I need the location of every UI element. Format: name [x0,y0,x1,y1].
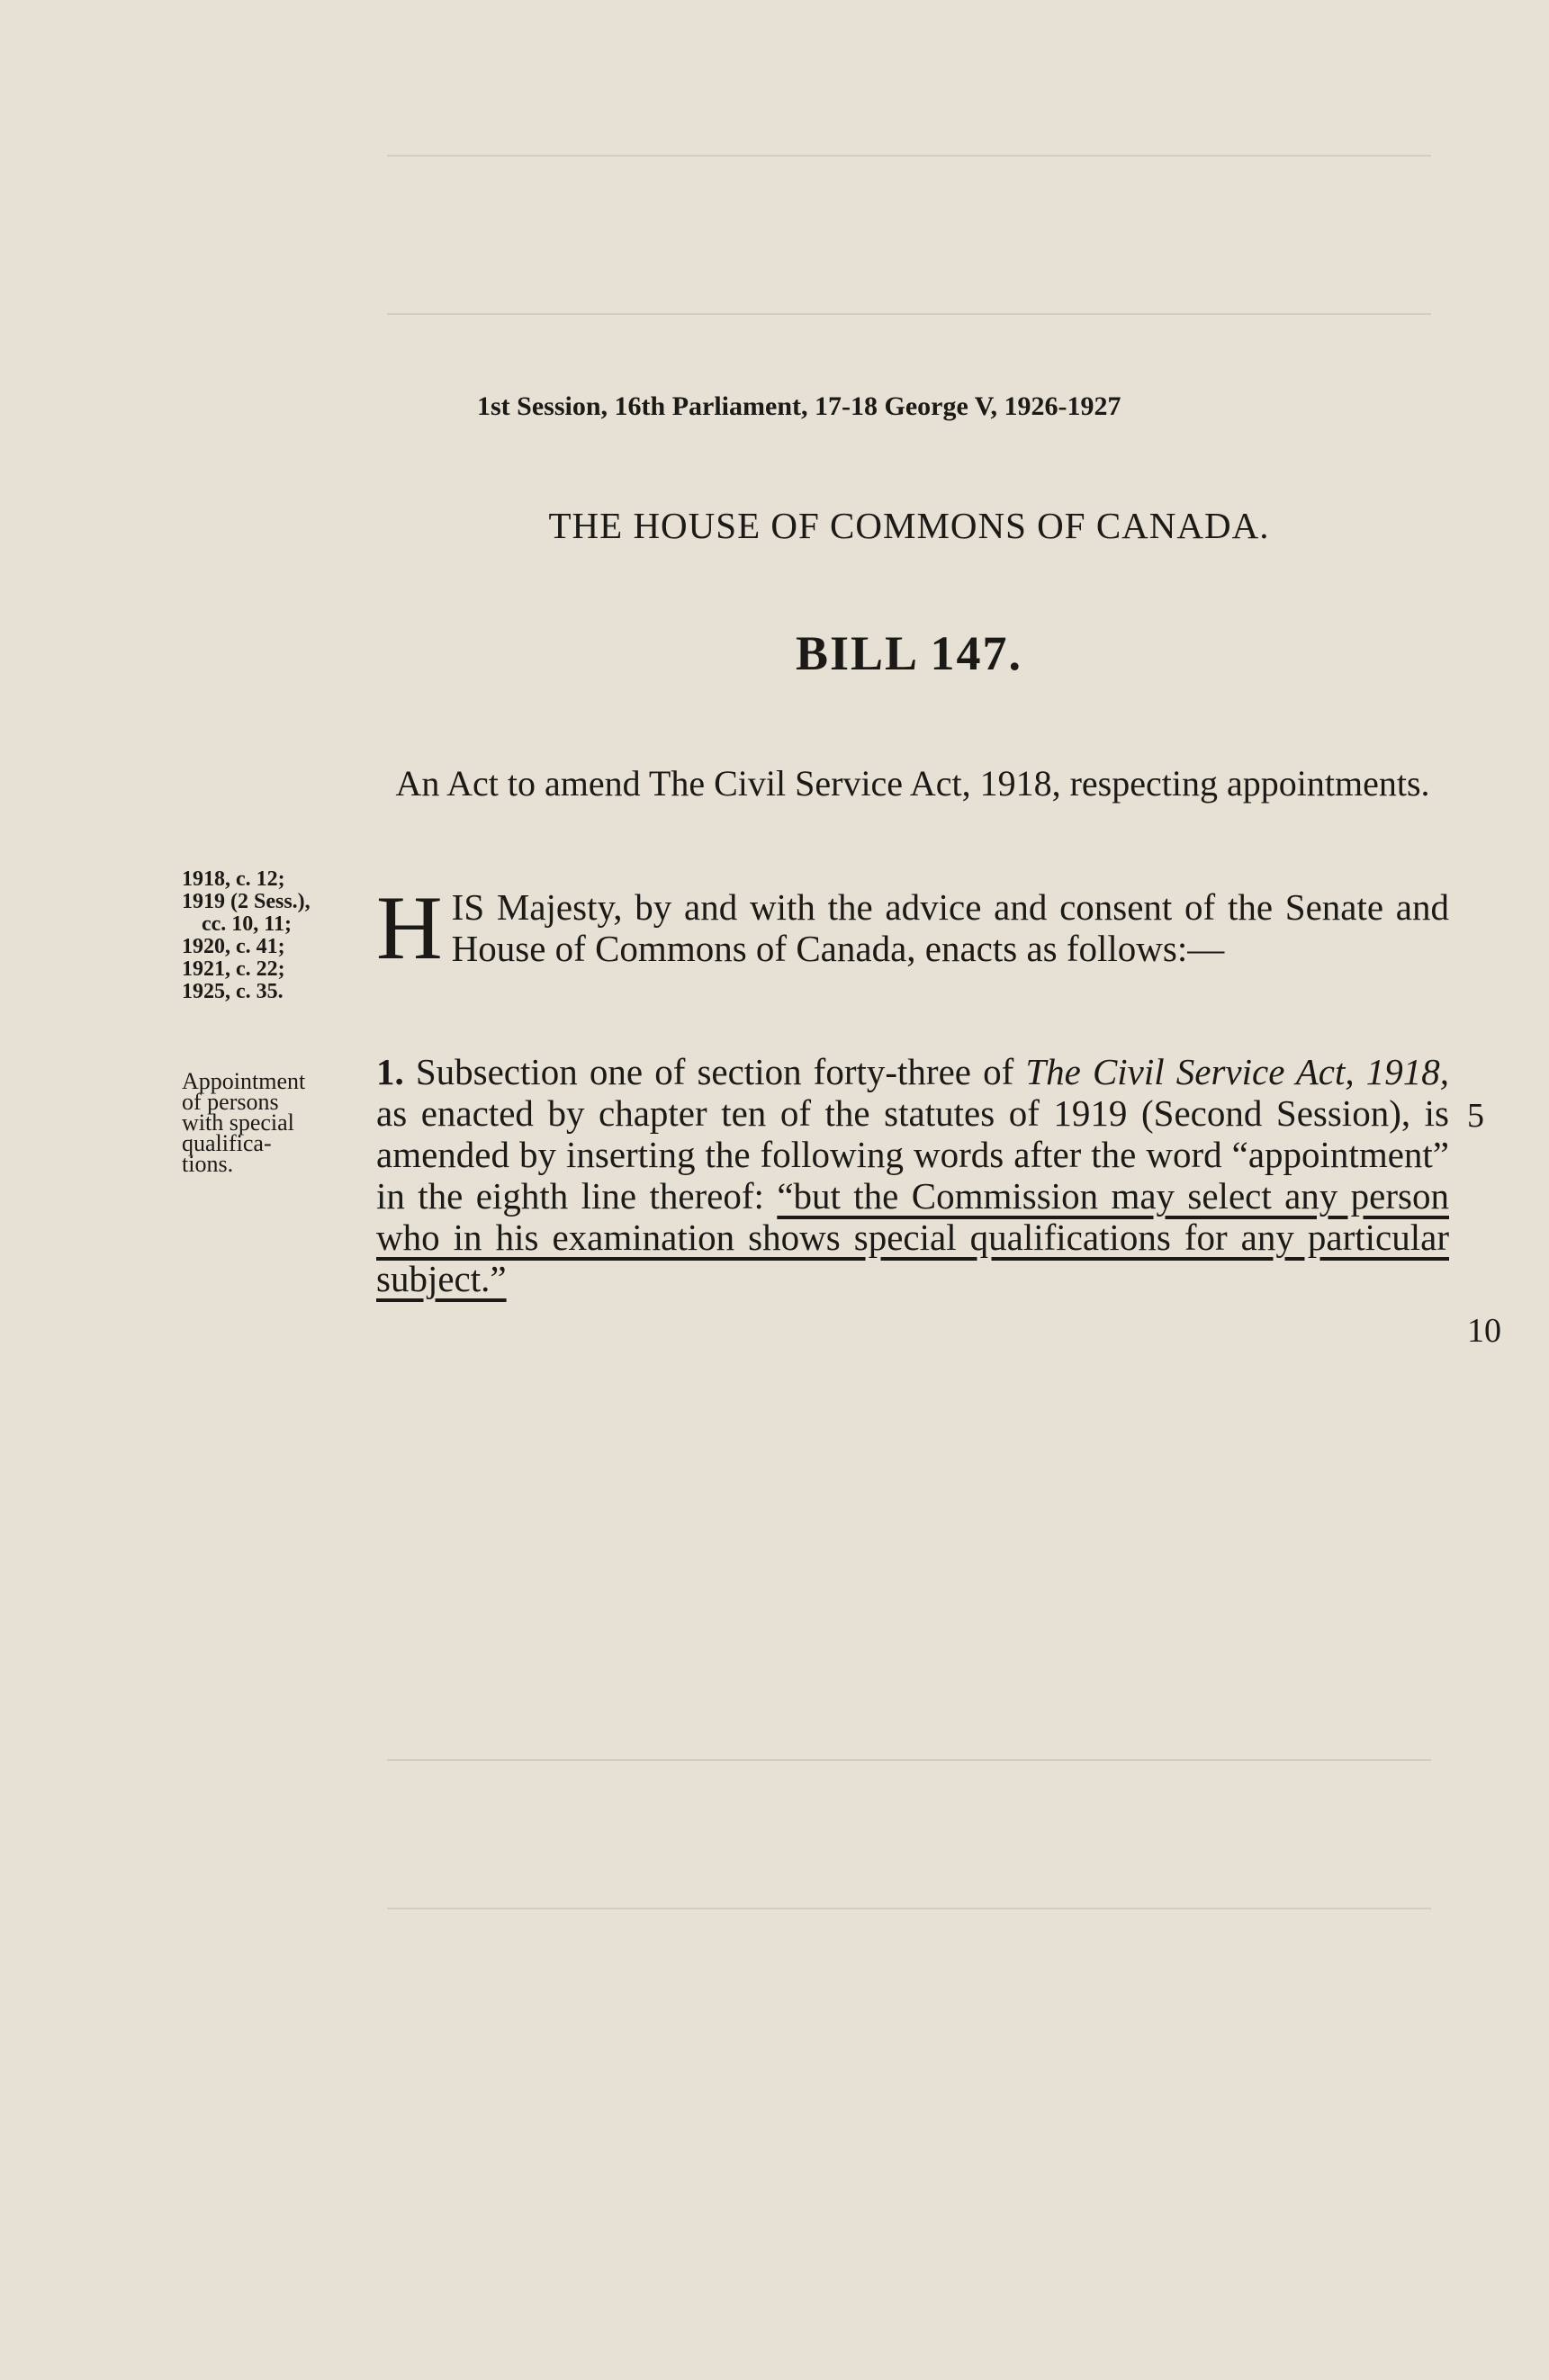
citation: 1919 (2 Sess.), [182,890,311,913]
citation: 1920, c. 41; [182,935,285,958]
session-line: 1st Session, 16th Parliament, 17-18 George V, 1926-1927 [477,391,1121,421]
citation: 1921, c. 22; [182,957,285,981]
citation: 1918, c. 12; [182,867,285,891]
section-1 [376,1051,1449,1299]
citation: cc. 10, 11; [202,912,292,936]
act-title: An Act to amend The Civil Service Act, 1918, respecting appointments. [395,763,1430,804]
inserted-words: “but the Commission may select any person who in his examination shows special qualifications for any particular subject.” [376,1175,1449,1299]
ghost-rule [387,155,1431,157]
margin-appointment-note [182,1068,306,1177]
margin-citations [182,868,311,1003]
enacting-clause [376,877,1449,979]
note-line: qualifica- [182,1130,272,1156]
act-name: The Civil Service Act, 1918, [1025,1051,1450,1092]
section-number: 1. [376,1051,404,1092]
section-text-2: as enacted by chapter ten of the statutes of 1919 (Second Session), is amended by inserting the following words after the word “appointment” in the eighth line thereof: [376,1092,1449,1217]
enacting-text: IS Majesty, by and with the advice and consent of the Senate and House of Commons of Canada, enacts as follows:— [451,886,1449,969]
citation: 1925, c. 35. [182,980,284,1003]
ghost-rule [387,1908,1431,1909]
house-heading: THE HOUSE OF COMMONS OF CANADA. [548,505,1270,546]
note-line: tions. [182,1151,234,1177]
ghost-rule [387,313,1431,315]
section-text: Subsection one of section forty-three of [403,1051,1026,1092]
bill-number: BILL 147. [795,626,1023,680]
line-number-5: 5 [1467,1097,1484,1135]
note-line: with special [182,1109,294,1136]
note-line: of persons [182,1089,279,1115]
note-line: Appointment [182,1068,306,1094]
line-number-10: 10 [1467,1312,1501,1350]
ghost-rule [387,1759,1431,1761]
drop-cap: H [376,877,443,979]
